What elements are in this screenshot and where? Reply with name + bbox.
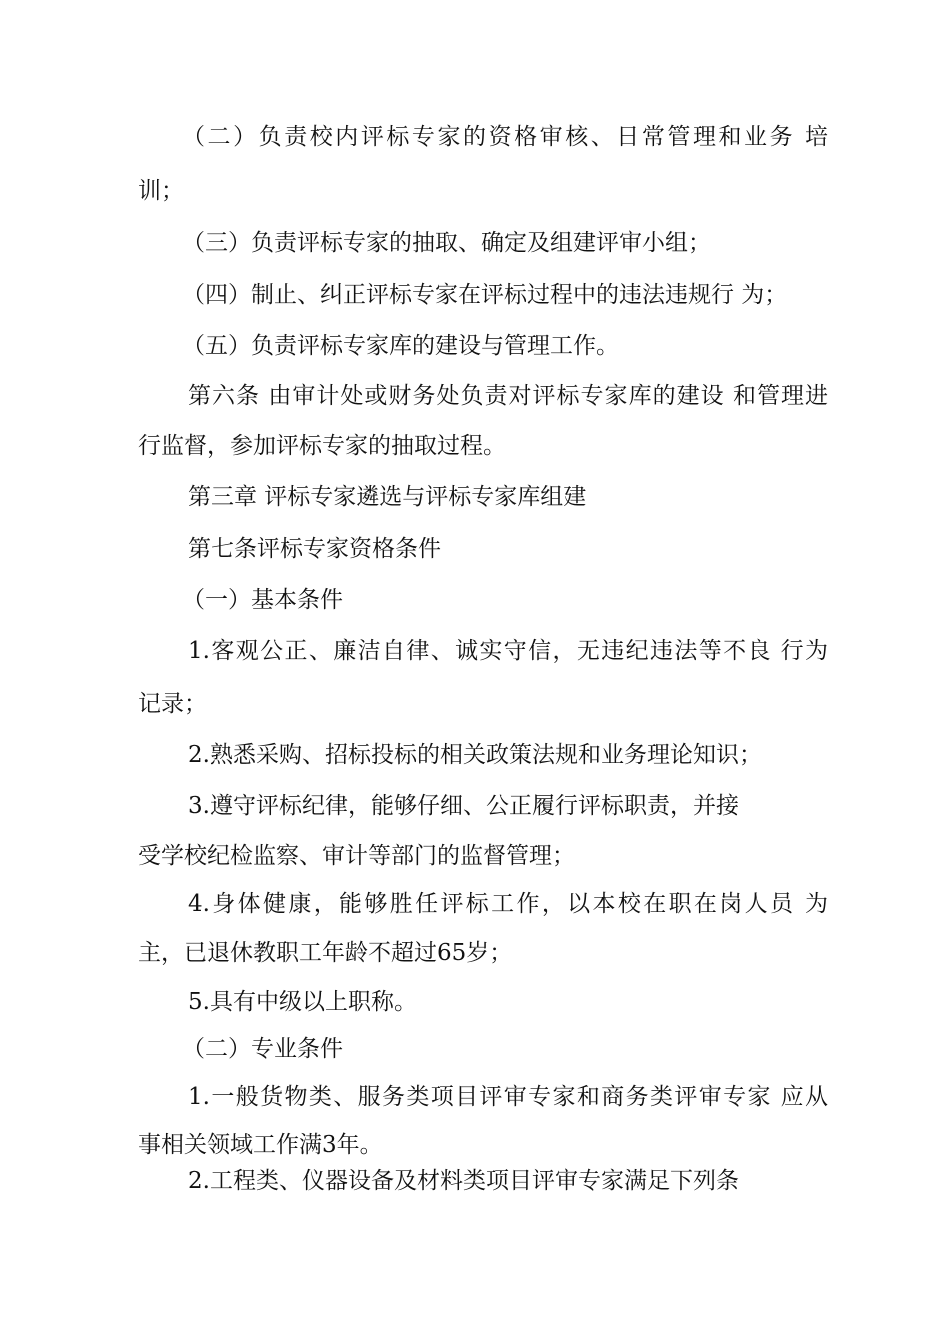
- list-item-line: 5.具有中级以上职称。: [188, 989, 417, 1015]
- list-item-line: 1.客观公正、廉洁自律、诚实守信，无违纪违法等不良 行为: [188, 638, 828, 664]
- section-heading: （一）基本条件: [182, 587, 343, 613]
- paragraph-line: 训；: [138, 178, 184, 204]
- list-item-line: 受学校纪检监察、审计等部门的监督管理；: [138, 843, 575, 869]
- paragraph-line: 行监督，参加评标专家的抽取过程。: [138, 433, 506, 459]
- list-item-line: 2.熟悉采购、招标投标的相关政策法规和业务理论知识；: [188, 742, 762, 768]
- list-item-line: 1.一般货物类、服务类项目评审专家和商务类评审专家 应从: [188, 1084, 828, 1110]
- article-heading: 第七条评标专家资格条件: [188, 536, 441, 562]
- section-heading: （二）专业条件: [182, 1036, 343, 1062]
- chapter-heading: 第三章 评标专家遴选与评标专家库组建: [188, 484, 587, 510]
- article-heading-line: 第六条 由审计处或财务处负责对评标专家库的建设 和管理进: [188, 383, 828, 409]
- list-item-line: 事相关领域工作满3年。: [138, 1132, 383, 1158]
- paragraph-line: （三）负责评标专家的抽取、确定及组建评审小组；: [182, 230, 711, 256]
- list-item-line: 主，已退休教职工年龄不超过65岁；: [138, 940, 513, 966]
- list-item-line: 4.身体健康，能够胜任评标工作，以本校在职在岗人员 为: [188, 891, 828, 917]
- paragraph-line: （四）制止、纠正评标专家在评标过程中的违法违规行 为；: [182, 282, 788, 308]
- list-item-line: 2.工程类、仪器设备及材料类项目评审专家满足下列条: [188, 1168, 739, 1194]
- list-item-line: 3.遵守评标纪律，能够仔细、公正履行评标职责，并接: [188, 793, 739, 819]
- paragraph-line: （五）负责评标专家库的建设与管理工作。: [182, 333, 619, 359]
- list-item-line: 记录；: [138, 691, 207, 717]
- paragraph-line: （二）负责校内评标专家的资格审核、日常管理和业务 培: [182, 124, 828, 150]
